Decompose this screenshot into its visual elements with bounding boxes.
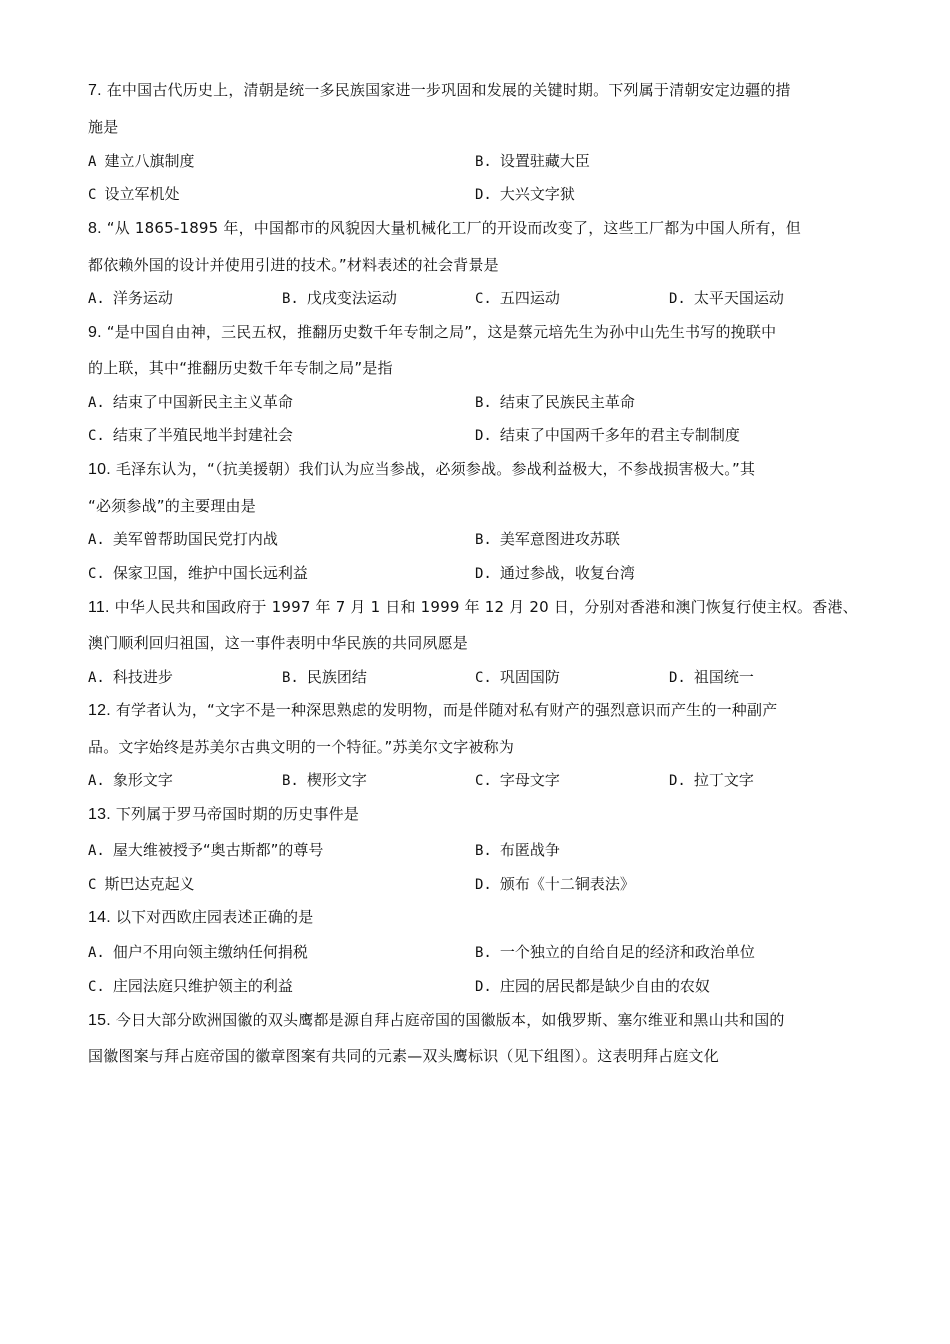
- question-9-stem-line-2: 的上联，其中“推翻历史数千年专制之局”是指: [88, 359, 393, 377]
- question-12-option-c[interactable]: [475, 770, 560, 791]
- question-7-stem-line-2: 施是: [88, 118, 119, 136]
- question-number: 15.: [88, 1012, 111, 1029]
- question-12-option-d[interactable]: [669, 770, 754, 791]
- option-letter: B.: [475, 843, 492, 859]
- question-number: 10.: [88, 461, 111, 478]
- stem-text: 有学者认为，“文字不是一种深思熟虑的发明物，而是伴随对私有财产的强烈意识而产生的一种副产: [115, 701, 778, 719]
- option-letter: A.: [88, 532, 105, 548]
- option-text: 佃户不用向领主缴纳任何捐税: [112, 943, 308, 961]
- option-text: 戊戌变法运动: [306, 289, 397, 307]
- option-text: 太平天国运动: [693, 289, 784, 307]
- stem-text: 下列属于罗马帝国时期的历史事件是: [115, 805, 360, 823]
- option-text: 结束了民族民主革命: [499, 393, 635, 411]
- question-15-stem-line-2: 国徽图案与拜占庭帝国的徽章图案有共同的元素—双头鹰标识（见下组图）。这表明拜占庭文化: [88, 1047, 719, 1065]
- question-13-option-b[interactable]: [475, 840, 560, 861]
- question-13-option-c[interactable]: [88, 874, 194, 895]
- stem-text: 以下对西欧庄园表述正确的是: [115, 908, 314, 926]
- question-11-option-c[interactable]: [475, 667, 560, 688]
- question-10-option-a[interactable]: [88, 529, 278, 550]
- option-letter: B.: [475, 395, 492, 411]
- option-letter: D.: [475, 428, 492, 444]
- option-letter: C: [88, 187, 97, 203]
- question-14-option-b[interactable]: [475, 942, 755, 963]
- question-8-option-c[interactable]: [475, 288, 560, 309]
- option-letter: B.: [475, 945, 492, 961]
- option-text: 设置驻藏大臣: [499, 152, 590, 170]
- question-14-stem-line-1: [88, 907, 313, 928]
- option-letter: A.: [88, 291, 105, 307]
- option-letter: D.: [669, 291, 686, 307]
- option-text: 庄园法庭只维护领主的利益: [112, 977, 293, 995]
- option-letter: B.: [475, 532, 492, 548]
- option-letter: A: [88, 154, 97, 170]
- option-text: 结束了半殖民地半封建社会: [112, 426, 293, 444]
- option-text: 科技进步: [112, 668, 173, 686]
- question-13-stem-line-1: [88, 804, 359, 825]
- question-15-stem-line-1: [88, 1010, 785, 1031]
- question-12-stem-line-1: [88, 700, 777, 721]
- question-number: 14.: [88, 909, 111, 926]
- question-13-option-d[interactable]: [475, 874, 635, 895]
- option-text: 屋大维被授予“奥古斯都”的尊号: [112, 841, 324, 859]
- option-letter: C.: [475, 773, 492, 789]
- question-number: 13.: [88, 806, 111, 823]
- option-letter: C.: [88, 566, 105, 582]
- option-text: 象形文字: [112, 771, 173, 789]
- option-text: 保家卫国，维护中国长远利益: [112, 564, 308, 582]
- question-8-stem-line-1: [88, 218, 801, 239]
- question-8-option-b[interactable]: [282, 288, 397, 309]
- question-number: 9.: [88, 324, 102, 341]
- question-9-option-d[interactable]: [475, 425, 740, 446]
- option-letter: C: [88, 877, 97, 893]
- option-text: 庄园的居民都是缺少自由的农奴: [499, 977, 710, 995]
- question-7-option-d[interactable]: [475, 184, 575, 205]
- option-letter: C.: [475, 670, 492, 686]
- option-text: 五四运动: [499, 289, 560, 307]
- option-letter: D.: [669, 670, 686, 686]
- option-text: 设立军机处: [104, 185, 180, 203]
- option-text: 通过参战，收复台湾: [499, 564, 635, 582]
- option-letter: A.: [88, 945, 105, 961]
- question-14-option-a[interactable]: [88, 942, 308, 963]
- question-11-option-b[interactable]: [282, 667, 367, 688]
- question-number: 11.: [88, 599, 110, 616]
- option-text: 美军曾帮助国民党打内战: [112, 530, 278, 548]
- stem-text: 在中国古代历史上，清朝是统一多民族国家进一步巩固和发展的关键时期。下列属于清朝安定边疆的措: [106, 81, 791, 99]
- option-text: 颁布《十二铜表法》: [499, 875, 635, 893]
- option-text: 建立八旗制度: [104, 152, 195, 170]
- option-letter: D.: [475, 187, 492, 203]
- question-8-stem-line-2: 都依赖外国的设计并使用引进的技术。”材料表述的社会背景是: [88, 256, 499, 274]
- question-8-option-d[interactable]: [669, 288, 784, 309]
- question-9-option-b[interactable]: [475, 392, 635, 413]
- question-11-option-d[interactable]: [669, 667, 754, 688]
- stem-text: “是中国自由神，三民五权，推翻历史数千年专制之局”，这是蔡元培先生为孙中山先生书写的挽联中: [106, 323, 777, 341]
- question-number: 12.: [88, 702, 111, 719]
- question-7-option-a[interactable]: [88, 151, 194, 172]
- option-letter: D.: [475, 979, 492, 995]
- question-14-option-d[interactable]: [475, 976, 710, 997]
- question-number: 7.: [88, 82, 102, 99]
- stem-text: 今日大部分欧洲国徽的双头鹰都是源自拜占庭帝国的国徽版本，如俄罗斯、塞尔维亚和黑山共和国的: [115, 1011, 785, 1029]
- option-text: 结束了中国两千多年的君主专制制度: [499, 426, 740, 444]
- option-text: 祖国统一: [693, 668, 754, 686]
- option-letter: A.: [88, 773, 105, 789]
- question-11-stem-line-1: [88, 597, 858, 618]
- option-text: 楔形文字: [306, 771, 367, 789]
- option-text: 一个独立的自给自足的经济和政治单位: [499, 943, 755, 961]
- stem-text: 中华人民共和国政府于 1997 年 7 月 1 日和 1999 年 12 月 20 日，分别对香港和澳门恢复行使主权。香港、: [114, 598, 858, 616]
- option-letter: C.: [88, 428, 105, 444]
- question-11-option-a[interactable]: [88, 667, 173, 688]
- option-text: 结束了中国新民主主义革命: [112, 393, 293, 411]
- stem-text: 毛泽东认为，“（抗美援朝）我们认为应当参战，必须参战。参战利益极大，不参战损害极大。”其: [115, 460, 756, 478]
- option-text: 洋务运动: [112, 289, 173, 307]
- option-text: 美军意图进攻苏联: [499, 530, 620, 548]
- option-text: 拉丁文字: [693, 771, 754, 789]
- option-letter: B.: [282, 670, 299, 686]
- question-12-option-b[interactable]: [282, 770, 367, 791]
- question-10-option-c[interactable]: [88, 563, 308, 584]
- question-12-stem-line-2: 品。文字始终是苏美尔古典文明的一个特征。”苏美尔文字被称为: [88, 738, 515, 756]
- question-number: 8.: [88, 220, 102, 237]
- stem-text: “从 1865-1895 年，中国都市的风貌因大量机械化工厂的开设而改变了，这些工厂都为中国人所有，但: [106, 219, 801, 237]
- question-9-stem-line-1: [88, 322, 776, 343]
- option-letter: D.: [475, 566, 492, 582]
- option-text: 大兴文字狱: [499, 185, 575, 203]
- question-9-option-a[interactable]: [88, 392, 293, 413]
- option-letter: C.: [88, 979, 105, 995]
- question-7-option-c[interactable]: [88, 184, 179, 205]
- option-letter: D.: [669, 773, 686, 789]
- question-10-option-d[interactable]: [475, 563, 635, 584]
- option-letter: A.: [88, 395, 105, 411]
- option-text: 布匿战争: [499, 841, 560, 859]
- option-letter: B.: [475, 154, 492, 170]
- option-letter: A.: [88, 670, 105, 686]
- question-13-option-a[interactable]: [88, 840, 323, 861]
- question-12-option-a[interactable]: [88, 770, 173, 791]
- question-10-stem-line-2: “必须参战”的主要理由是: [88, 497, 256, 515]
- option-text: 巩固国防: [499, 668, 560, 686]
- question-8-option-a[interactable]: [88, 288, 173, 309]
- option-letter: D.: [475, 877, 492, 893]
- question-14-option-c[interactable]: [88, 976, 293, 997]
- question-9-option-c[interactable]: [88, 425, 293, 446]
- option-letter: B.: [282, 291, 299, 307]
- option-letter: B.: [282, 773, 299, 789]
- question-11-stem-line-2: 澳门顺利回归祖国，这一事件表明中华民族的共同夙愿是: [88, 634, 469, 652]
- option-letter: A.: [88, 843, 105, 859]
- question-10-stem-line-1: [88, 459, 755, 480]
- question-10-option-b[interactable]: [475, 529, 620, 550]
- option-text: 民族团结: [306, 668, 367, 686]
- option-letter: C.: [475, 291, 492, 307]
- question-7-stem-line-1: [88, 80, 791, 101]
- option-text: 斯巴达克起义: [104, 875, 195, 893]
- option-text: 字母文字: [499, 771, 560, 789]
- question-7-option-b[interactable]: [475, 151, 590, 172]
